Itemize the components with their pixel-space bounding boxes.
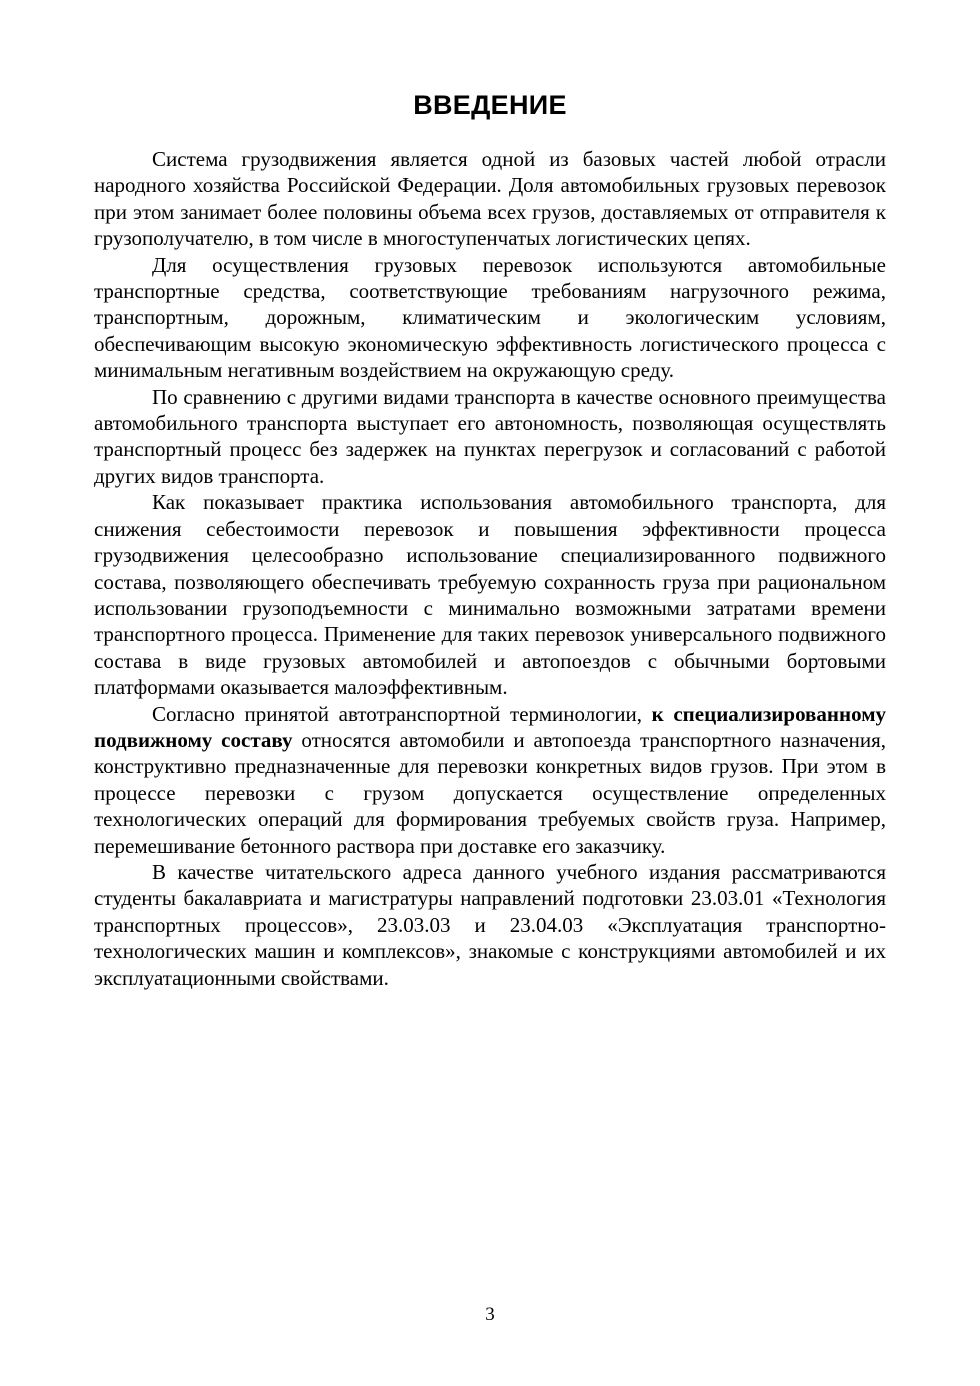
page-number: 3 <box>485 1304 495 1325</box>
paragraph-5 <box>94 701 886 859</box>
paragraph-2: Для осуществления грузовых перевозок используются автомобильные транспортные средства, соответствующие требованиям нагрузочного режима, транспортным, дорожным, климатическим и экологическим условиям, обеспечивающим высокую экономическую эффективность логистического процесса с минимальным негативным воздействием на окружающую среду. <box>94 252 886 383</box>
paragraph-3: По сравнению с другими видами транспорта в качестве основного преимущества автомобильного транспорта выступает его автономность, позволяющая осуществлять транспортный процесс без задержек на пунктах перегрузок и согласований с работой других видов транспорта. <box>94 384 886 488</box>
term-specialized-rolling-stock: к специализированному подвижному составу <box>94 701 886 752</box>
body-text <box>94 146 886 991</box>
paragraph-4: Как показывает практика использования автомобильного транспорта, для снижения себестоимости перевозок и повышения эффективности процесса грузодвижения целесообразно использование специализированного подвижного состава, позволяющего обеспечивать требуемую сохранность груза при рациональном использовании грузоподъемности с минимально возможными затратами времени транспортного процесса. Применение для таких перевозок универсального подвижного состава в виде грузовых автомобилей и автопоездов с обычными бортовыми платформами оказывается малоэффективным. <box>94 490 886 700</box>
paragraph-5-lead: Согласно принятой автотранспортной терминологии, <box>152 701 652 726</box>
paragraph-1: Система грузодвижения является одной из базовых частей любой отрасли народного хозяйства Российской Федерации. Доля автомобильных грузовых перевозок при этом занимает более половины объема всех грузов, доставляемых от отправителя к грузополучателю, в том числе в многоступенчатых логистических цепях. <box>94 147 886 251</box>
page-title: ВВЕДЕНИЕ <box>413 90 567 120</box>
paragraph-6: В качестве читательского адреса данного учебного издания рассматриваются студенты бакалавриата и магистратуры направлений подготовки 23.03.01 «Технология транспортных процессов», 23.03.03 и 23.04.03 «Эксплуатация транспортно-технологических машин и комплексов», знакомые с конструкциями автомобилей и их эксплуатационными свойствами. <box>94 859 886 990</box>
paragraph-5-tail: относятся автомобили и автопоезда транспортного назначения, конструктивно предназначенные для перевозки конкретных видов грузов. При этом в процессе перевозки с грузом допускается осуществление определенных технологических операций для формирования требуемых свойств груза. Например, перемешивание бетонного раствора при доставке его заказчику. <box>94 727 886 858</box>
